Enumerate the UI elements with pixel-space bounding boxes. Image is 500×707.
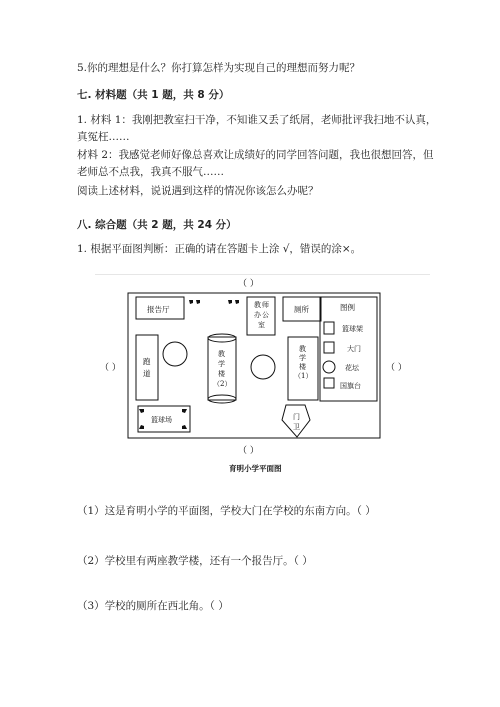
bracket-right: （ ）	[386, 363, 407, 373]
material-1-line-2: 真冤枉……	[77, 131, 130, 143]
statement-1: （1）这是育明小学的平面图，学校大门在学校的东南方向。（ ）	[77, 505, 376, 517]
gate-char-2: 卫	[293, 423, 300, 431]
legend-item-flagpole: 国旗台	[340, 382, 361, 390]
material-1-line-1: 1. 材料 1：我刚把教室扫干净，不知谁又丢了纸屑，老师批评我扫地不认真，	[77, 114, 437, 126]
office-char-1: 教	[254, 301, 261, 309]
legend-gate-icon	[324, 342, 334, 353]
building1-char-4: （1）	[294, 372, 313, 380]
report-hall-label: 报告厅	[147, 305, 170, 314]
building1-char-1: 教	[299, 345, 306, 353]
legend-item-gate: 大门	[347, 345, 361, 353]
building-2-bottom	[208, 395, 236, 403]
statement-2: （2）学校里有两座教学楼，还有一个报告厅。（ ）	[77, 555, 313, 567]
material-2-line-1: 材料 2：我感觉老师好像总喜欢让成绩好的同学回答问题，我也很想回答，但	[77, 149, 434, 161]
office-char-4: 公	[262, 311, 269, 319]
bracket-left: （ ）	[100, 363, 121, 373]
gate-char-1: 门	[293, 413, 300, 421]
track-area	[136, 335, 158, 400]
statement-3: （3）学校的厕所在西北角。（ ）	[77, 600, 229, 612]
building2-char-4: （2）	[213, 380, 232, 388]
question-8-1: 1. 根据平面图判断：正确的请在答题卡上涂 √，错误的涂×。	[77, 243, 362, 255]
building-2	[208, 337, 236, 400]
legend-title: 图例	[340, 303, 355, 312]
legend-flag-icon	[324, 378, 334, 388]
legend-hoop-icon	[324, 322, 334, 334]
toilet-label: 厕所	[294, 305, 309, 314]
map-caption: 育明小学平面图	[229, 464, 282, 473]
teacher-office-room	[247, 297, 275, 335]
track-char-2: 道	[143, 369, 151, 378]
office-char-2: 师	[262, 301, 269, 309]
building2-char-1: 教	[218, 350, 225, 358]
office-char-3: 办	[254, 311, 261, 319]
building-2-top	[208, 334, 236, 342]
flower-bed-right	[251, 355, 275, 379]
bracket-bottom: （ ）	[238, 446, 259, 456]
building1-char-3: 楼	[299, 363, 306, 371]
building1-char-2: 学	[299, 354, 306, 362]
building2-char-2: 学	[218, 360, 225, 368]
material-prompt: 阅读上述材料，说说遇到这样的情况你该怎么办呢？	[77, 185, 319, 197]
building2-char-3: 楼	[218, 370, 225, 378]
legend-item-flowerbed: 花坛	[345, 364, 359, 372]
question-5: 5.你的理想是什么？你打算怎样为实现自己的理想而努力呢？	[77, 62, 361, 74]
flower-bed-left	[163, 342, 187, 366]
section-8-heading: 八. 综合题（共 2 题，共 24 分）	[77, 219, 237, 231]
bracket-top: （ ）	[238, 279, 259, 289]
material-2-line-2: 老师总不点我，我真不服气……	[77, 166, 224, 178]
legend-item-hoop: 篮球架	[342, 325, 363, 333]
office-char-5: 室	[258, 321, 265, 329]
basketball-label: 篮球场	[151, 416, 172, 424]
gate-guard	[282, 405, 310, 437]
section-7-heading: 七. 材料题（共 1 题，共 8 分）	[77, 89, 230, 101]
legend-flowerbed-icon	[323, 361, 335, 373]
track-char-1: 跑	[143, 357, 151, 366]
